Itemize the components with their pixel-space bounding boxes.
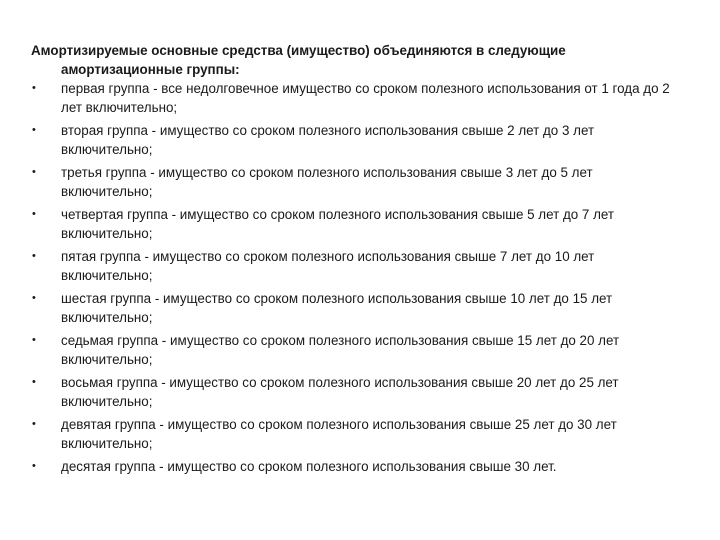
bullet-icon: • xyxy=(32,82,36,94)
list-item-text: девятая группа - имущество со сроком полезного использования свыше 25 лет до 30 лет включительно; xyxy=(61,417,617,451)
list-item-group-6 xyxy=(31,289,681,327)
list-item-group-3 xyxy=(31,163,681,201)
bullet-icon: • xyxy=(32,460,36,472)
list-item-group-8 xyxy=(31,373,681,411)
list-item-group-7 xyxy=(31,331,681,369)
bullet-icon: • xyxy=(32,334,36,346)
heading-line-1: Амортизируемые основные средства (имущество) объединяются в следующие xyxy=(31,43,566,58)
bullet-icon: • xyxy=(32,376,36,388)
list-item-text: шестая группа - имущество со сроком полезного использования свыше 10 лет до 15 лет включительно; xyxy=(61,291,613,325)
list-item-group-4 xyxy=(31,205,681,243)
heading-line-2: амортизационные группы: xyxy=(61,62,240,77)
list-item-group-9 xyxy=(31,415,681,453)
list-item-text: четвертая группа - имущество со сроком полезного использования свыше 5 лет до 7 лет включительно; xyxy=(61,207,615,241)
list-item-group-10 xyxy=(31,457,681,476)
bullet-icon: • xyxy=(32,124,36,136)
list-item-group-1 xyxy=(31,79,681,117)
bullet-icon: • xyxy=(32,250,36,262)
document-slide xyxy=(31,41,681,476)
bullet-icon: • xyxy=(32,292,36,304)
depreciation-group-list xyxy=(31,79,681,476)
bullet-icon: • xyxy=(32,166,36,178)
page-title xyxy=(31,41,681,79)
list-item-text: первая группа - все недолговечное имущество со сроком полезного использования от 1 года до 2 лет включительно; xyxy=(61,81,670,115)
list-item-text: третья группа - имущество со сроком полезного использования свыше 3 лет до 5 лет включительно; xyxy=(61,165,593,199)
bullet-icon: • xyxy=(32,418,36,430)
list-item-text: восьмая группа - имущество со сроком полезного использования свыше 20 лет до 25 лет включительно; xyxy=(61,375,619,409)
list-item-text: десятая группа - имущество со сроком полезного использования свыше 30 лет. xyxy=(61,459,557,474)
bullet-icon: • xyxy=(32,208,36,220)
list-item-group-5 xyxy=(31,247,681,285)
list-item-text: вторая группа - имущество со сроком полезного использования свыше 2 лет до 3 лет включительно; xyxy=(61,123,595,157)
list-item-text: седьмая группа - имущество со сроком полезного использования свыше 15 лет до 20 лет включительно; xyxy=(61,333,620,367)
list-item-text: пятая группа - имущество со сроком полезного использования свыше 7 лет до 10 лет включительно; xyxy=(61,249,595,283)
list-item-group-2 xyxy=(31,121,681,159)
